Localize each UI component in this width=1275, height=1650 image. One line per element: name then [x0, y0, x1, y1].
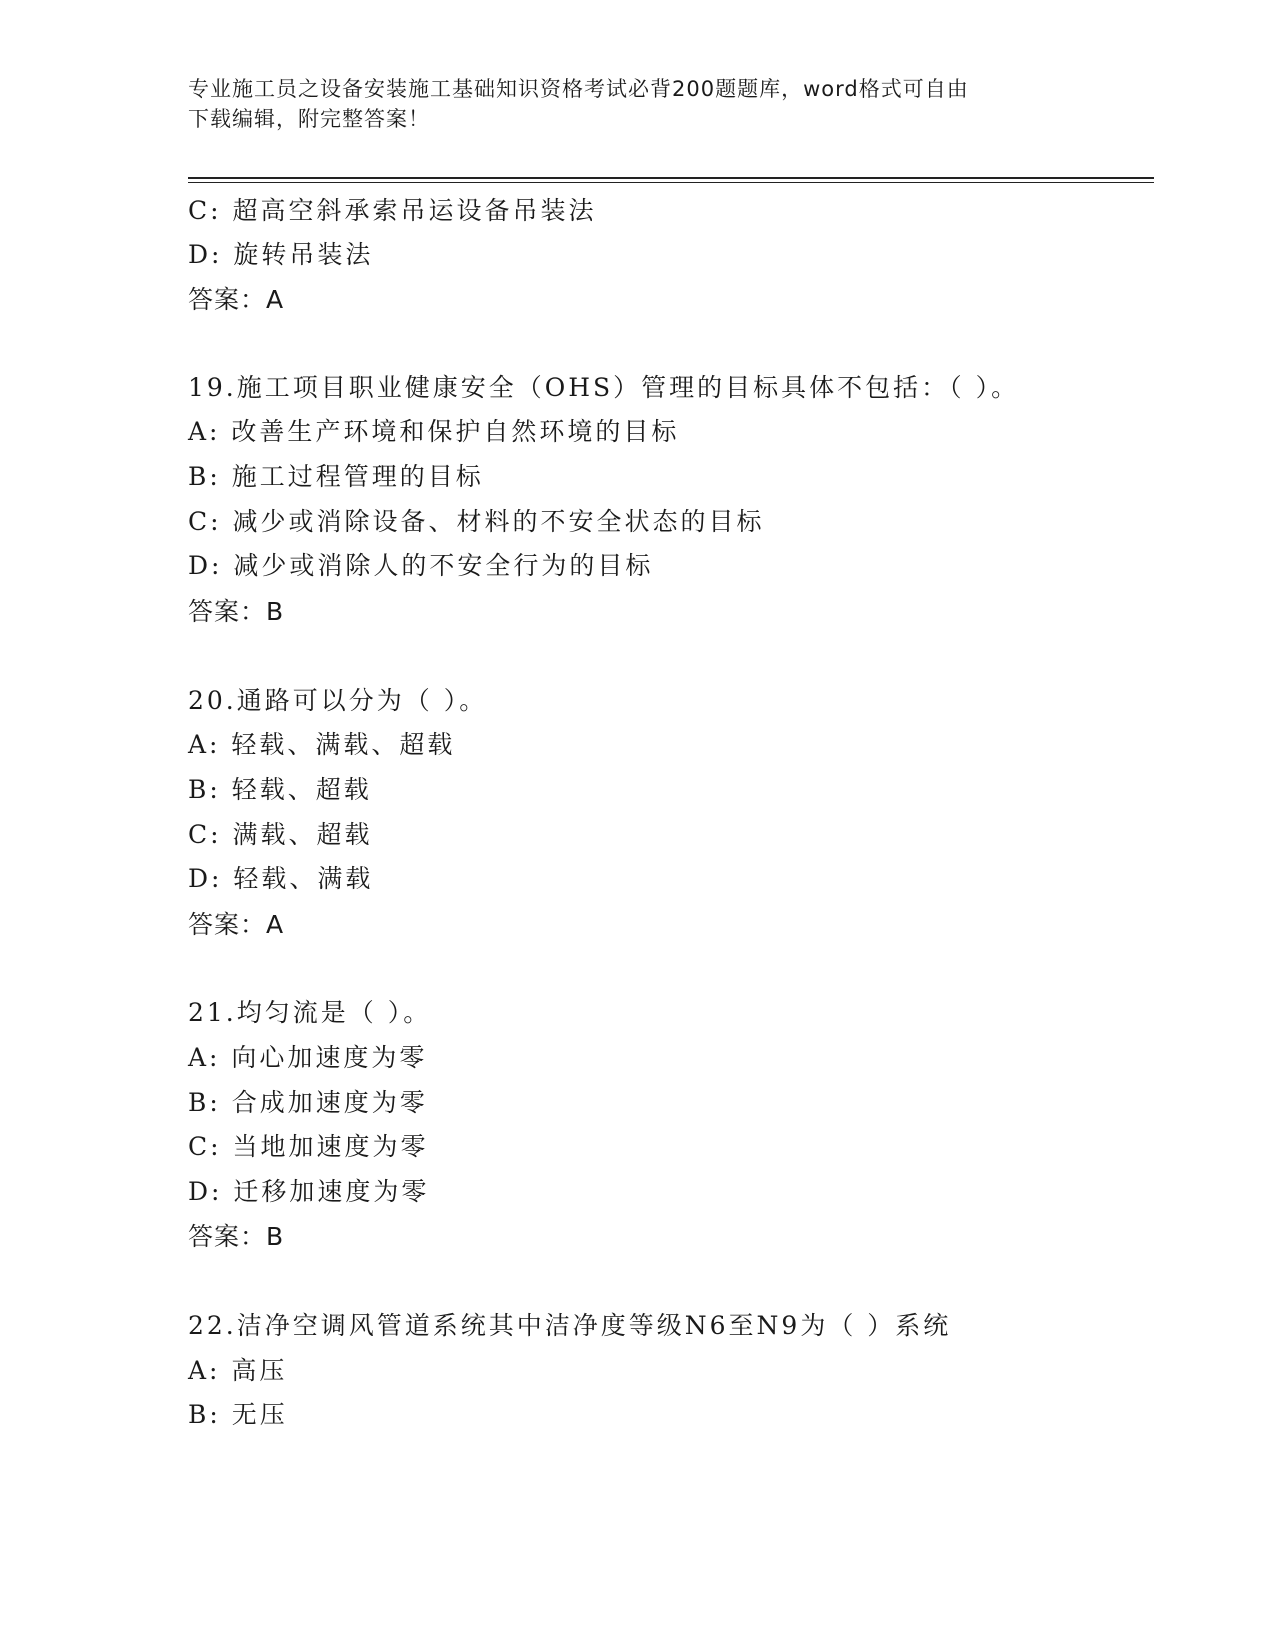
- question-20-option-d: D: 轻载、满载: [188, 864, 374, 893]
- question-20-option-b: B: 轻载、超载: [188, 775, 372, 804]
- question-21-option-c: C: 当地加速度为零: [188, 1132, 429, 1161]
- question-19-option-c: C: 减少或消除设备、材料的不安全状态的目标: [188, 507, 765, 536]
- question-21: 21.均匀流是（ ）。: [188, 998, 432, 1027]
- question-22-option-a: A: 高压: [188, 1356, 288, 1385]
- option-c-prev: C: 超高空斜承索吊运设备吊装法: [188, 196, 597, 225]
- document-header: [188, 74, 1068, 134]
- question-20: 20.通路可以分为（ ）。: [188, 686, 488, 715]
- header-rule-thick: [188, 177, 1154, 179]
- header-line-1: 专业施工员之设备安装施工基础知识资格考试必背200题题库，word格式可自由: [188, 77, 969, 101]
- question-20-option-a: A: 轻载、满载、超载: [188, 730, 456, 759]
- question-19-option-a: A: 改善生产环境和保护自然环境的目标: [188, 417, 680, 446]
- question-21-option-b: B: 合成加速度为零: [188, 1088, 428, 1117]
- header-line-2: 下载编辑，附完整答案！: [188, 107, 430, 131]
- header-rule-thin: [188, 182, 1154, 183]
- answer-prev: 答案：A: [188, 285, 285, 314]
- question-21-option-d: D: 迁移加速度为零: [188, 1177, 430, 1206]
- question-20-answer: 答案：A: [188, 910, 285, 939]
- question-19-option-b: B: 施工过程管理的目标: [188, 462, 484, 491]
- question-21-answer: 答案：B: [188, 1222, 285, 1251]
- option-d-prev: D: 旋转吊装法: [188, 240, 374, 269]
- question-22: 22.洁净空调风管道系统其中洁净度等级N6至N9为（ ）系统: [188, 1311, 952, 1340]
- question-21-option-a: A: 向心加速度为零: [188, 1043, 428, 1072]
- question-20-option-c: C: 满载、超载: [188, 820, 373, 849]
- question-19: 19.施工项目职业健康安全（OHS）管理的目标具体不包括：（ ）。: [188, 373, 1020, 402]
- question-19-answer: 答案：B: [188, 597, 285, 626]
- question-22-option-b: B: 无压: [188, 1400, 288, 1429]
- question-19-option-d: D: 减少或消除人的不安全行为的目标: [188, 551, 654, 580]
